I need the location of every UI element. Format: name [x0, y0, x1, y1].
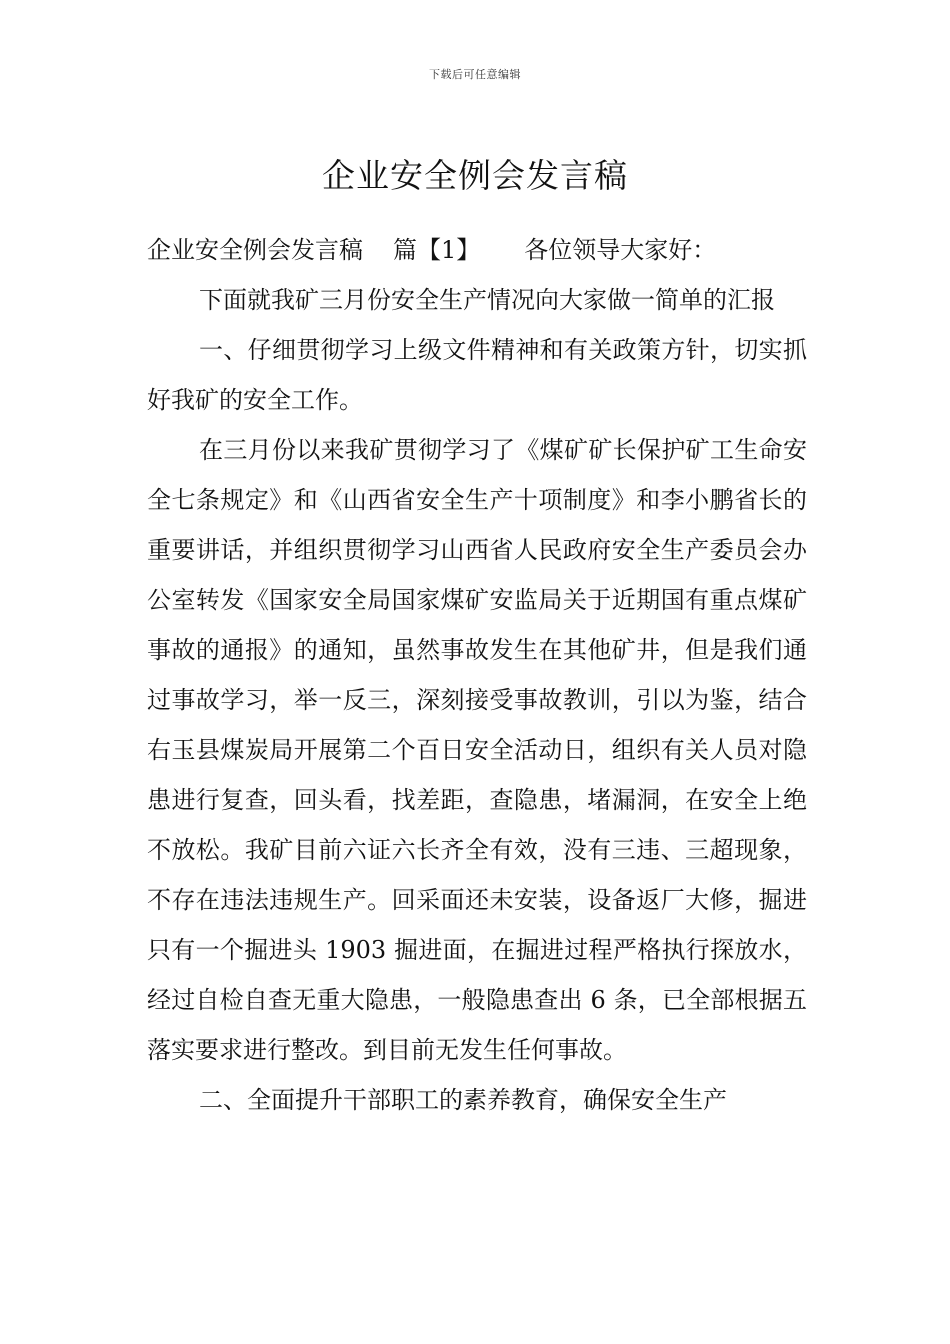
- header-note: 下载后可任意编辑: [429, 68, 521, 81]
- document-title: 企业安全例会发言稿: [322, 156, 628, 196]
- intro-greeting: 各位领导大家好：: [524, 236, 717, 264]
- section-heading: 一、仔细贯彻学习上级文件精神和有关政策方针，切实抓好我矿的安全工作。: [147, 336, 807, 414]
- section-heading: 二、全面提升干部职工的素养教育，确保安全生产: [199, 1086, 727, 1114]
- intro-part: 篇【1】: [393, 236, 481, 264]
- paragraph: 在三月份以来我矿贯彻学习了《煤矿矿长保护矿工生命安全七条规定》和《山西省安全生产十项制度》和李小鹏省长的重要讲话，并组织贯彻学习山西省人民政府安全生产委员会办公室转发《国家安全局国家煤矿安监局关于近期国有重点煤矿事故的通报》的通知，虽然事故发生在其他矿井，但是我们通过事故学习，举一反三，深刻接受事故教训，引以为鉴，结合右玉县煤炭局开展第二个百日安全活动日，组织有关人员对隐患进行复查，回头看，找差距，查隐患，堵漏洞，在安全上绝不放松。我矿目前六证六长齐全有效，没有三违、三超现象，不存在违法违规生产。回采面还未安装，设备返厂大修，掘进只有一个掘进头 1903 掘进面，在掘进过程严格执行探放水，经过自检自查无重大隐患，一般隐患查出 6 条，已全部根据五落实要求进行整改。到目前无发生任何事故。: [147, 436, 807, 1064]
- document-body: [147, 225, 807, 1125]
- paragraph: 下面就我矿三月份安全生产情况向大家做一简单的汇报: [199, 286, 775, 314]
- intro-line: [147, 225, 807, 275]
- intro-heading: 企业安全例会发言稿: [147, 236, 363, 264]
